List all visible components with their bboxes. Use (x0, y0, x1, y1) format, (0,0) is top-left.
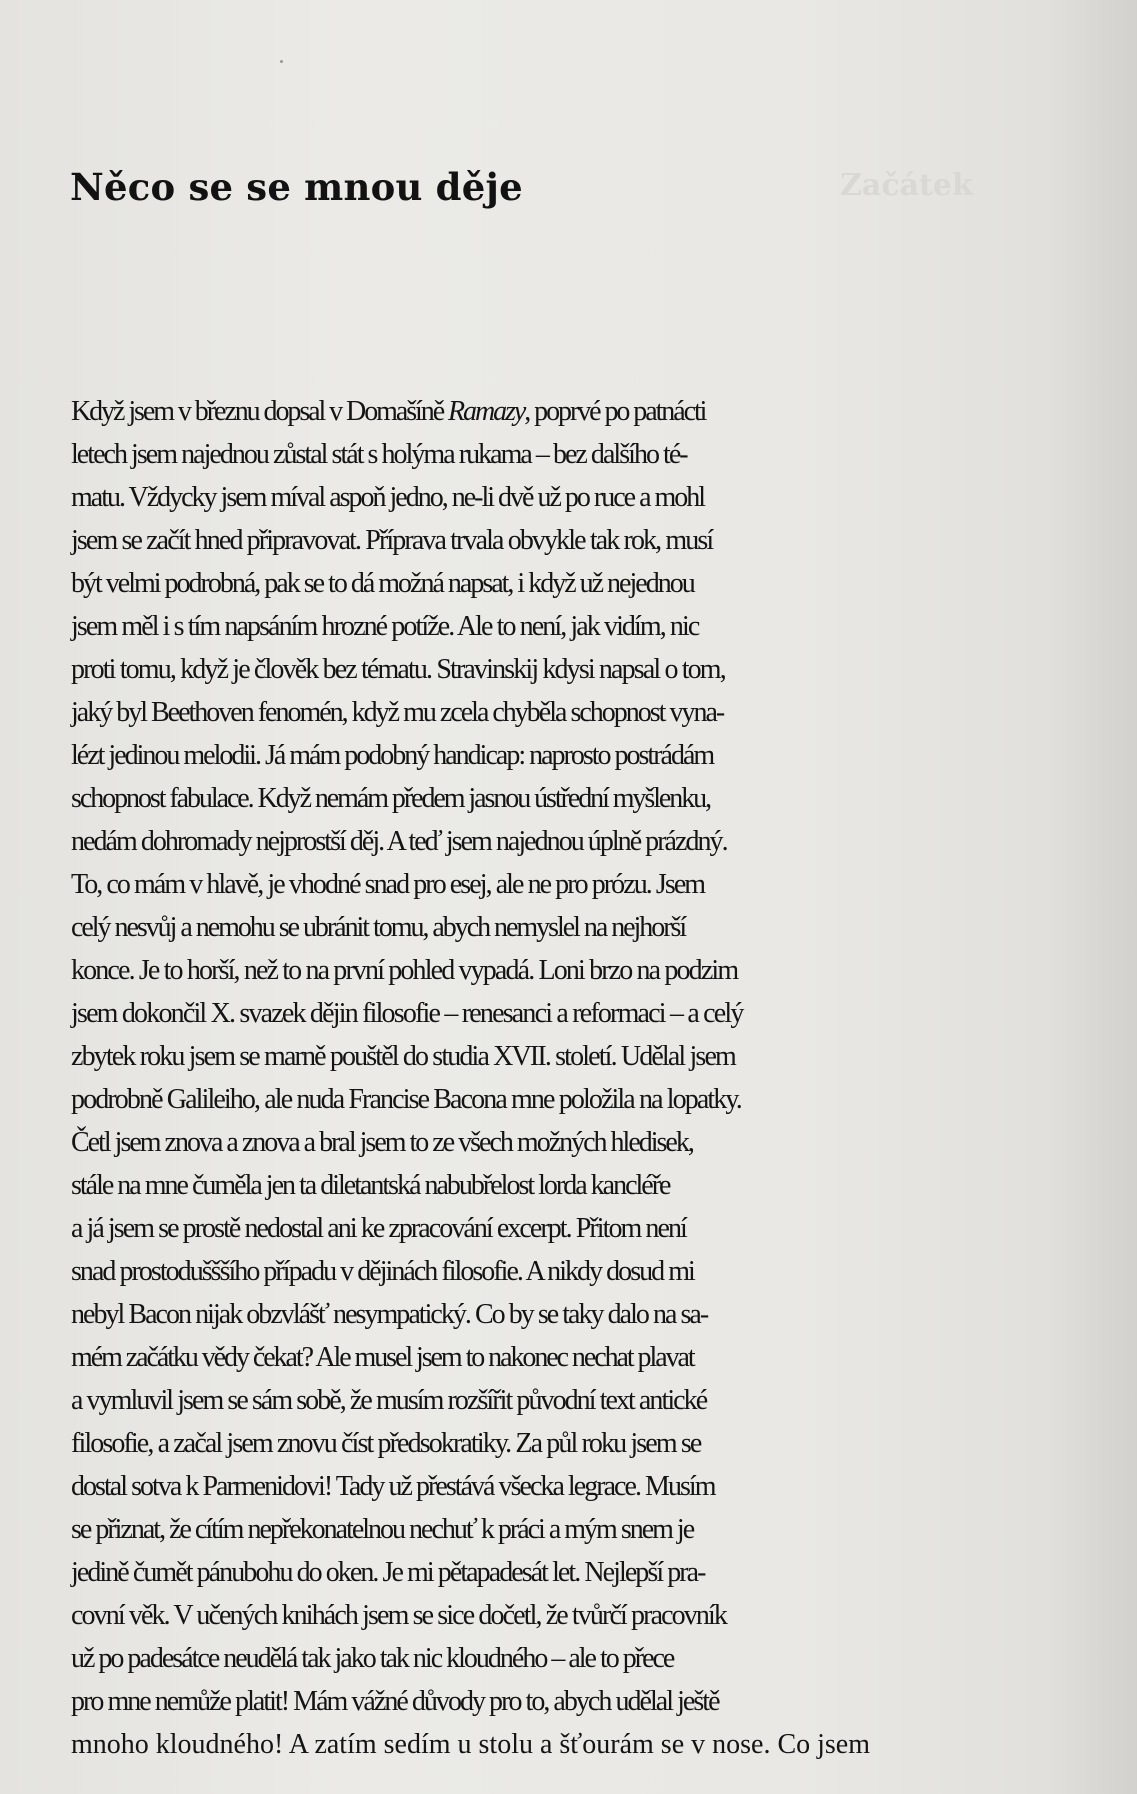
text-line (71, 1164, 1031, 1207)
text-line (71, 476, 1031, 519)
text-line (71, 949, 1031, 992)
book-title-italic: Ramazy (448, 396, 525, 427)
text-line (71, 992, 1031, 1035)
text-line-content: schopnost fabulace. Když nemám předem jasnou ústřední myšlenku, (71, 783, 711, 814)
text-line-content: proti tomu, když je člověk bez tématu. Stravinskij kdysi napsal o tom, (71, 654, 725, 685)
text-line-content: letech jsem najednou zůstal stát s holýma rukama – bez dalšího té- (71, 439, 687, 470)
text-line (71, 1121, 1031, 1164)
text-line-content: nebyl Bacon nijak obzvlášť nesympatický. Co by se taky dalo na sa- (71, 1299, 708, 1330)
text-line-content: mém začátku vědy čekat? Ale musel jsem to nakonec nechat plavat (71, 1342, 694, 1373)
text-line-content: konce. Je to horší, než to na první pohled vypadá. Loni brzo na podzim (71, 955, 738, 986)
text-line-content: nedám dohromady nejprostší děj. A teď jsem najednou úplně prázdný. (71, 826, 727, 857)
text-line-content: lézt jedinou melodii. Já mám podobný handicap: naprosto postrádám (71, 740, 714, 771)
text-line-content: jsem měl i s tím napsáním hrozné potíže. Ale to není, jak vidím, nic (71, 611, 699, 642)
text-line (71, 1594, 1031, 1637)
text-line (71, 1680, 1031, 1723)
text-line-content: snad prostodušššího případu v dějinách filosofie. A nikdy dosud mi (71, 1256, 694, 1287)
text-line (71, 562, 1031, 605)
text-line-content: jedině čumět pánubohu do oken. Je mi pětapadesát let. Nejlepší pra- (71, 1557, 705, 1588)
text-line-content: jsem dokončil X. svazek dějin filosofie – renesanci a reformaci – a celý (71, 998, 743, 1029)
chapter-title: Něco se se mnou děje (70, 165, 523, 209)
text-line (71, 519, 1031, 562)
text-line (71, 1422, 1031, 1465)
text-line-content: dostal sotva k Parmenidovi! Tady už přestává všecka legrace. Musím (71, 1471, 715, 1502)
text-line (71, 906, 1031, 949)
text-line-content: se přiznat, že cítím nepřekonatelnou nechuť k práci a mým snem je (71, 1514, 694, 1545)
text-line-content: , poprvé po patnácti (524, 396, 706, 427)
text-line (71, 777, 1031, 820)
text-line (71, 1207, 1031, 1250)
text-line (71, 1293, 1031, 1336)
text-line-content: podrobně Galileiho, ale nuda Francise Bacona mne položila na lopatky. (71, 1084, 741, 1115)
text-line (71, 1637, 1031, 1680)
text-line (71, 734, 1031, 777)
text-line (71, 820, 1031, 863)
text-line (71, 1336, 1031, 1379)
text-line (71, 605, 1031, 648)
text-line (71, 648, 1031, 691)
text-line-content: To, co mám v hlavě, je vhodné snad pro esej, ale ne pro prózu. Jsem (71, 869, 705, 900)
text-line (71, 1078, 1031, 1121)
text-line-content: Četl jsem znova a znova a bral jsem to ze všech možných hledisek, (71, 1127, 693, 1158)
bleed-through-text: Začátek (840, 168, 973, 203)
text-line-content: a vymluvil jsem se sám sobě, že musím rozšířit původní text antické (71, 1385, 707, 1416)
text-line-content: jsem se začít hned připravovat. Příprava trvala obvykle tak rok, musí (71, 525, 713, 556)
text-line (71, 1465, 1031, 1508)
text-line-content: Když jsem v březnu dopsal v Domašíně (71, 396, 448, 427)
text-line (71, 390, 1031, 433)
text-line (71, 433, 1031, 476)
text-line-content: zbytek roku jsem se marně pouštěl do studia XVII. století. Udělal jsem (71, 1041, 735, 1072)
text-line-content: už po padesátce neudělá tak jako tak nic kloudného – ale to přece (71, 1643, 674, 1674)
body-text (71, 390, 1031, 1766)
text-line (71, 1551, 1031, 1594)
text-line (71, 1250, 1031, 1293)
text-line-content: filosofie, a začal jsem znovu číst předsokratiky. Za půl roku jsem se (71, 1428, 701, 1459)
text-line (71, 1723, 1031, 1766)
text-line (71, 691, 1031, 734)
text-line-content: celý nesvůj a nemohu se ubránit tomu, abych nemyslel na nejhorší (71, 912, 686, 943)
text-line-content: jaký byl Beethoven fenomén, když mu zcela chyběla schopnost vyna- (71, 697, 724, 728)
text-line (71, 1035, 1031, 1078)
paper-speck (280, 60, 283, 63)
text-line (71, 1379, 1031, 1422)
text-line-content: stále na mne čuměla jen ta diletantská nabubřelost lorda kancléře (71, 1170, 670, 1201)
text-line-content: covní věk. V učených knihách jsem se sice dočetl, že tvůrčí pracovník (71, 1600, 727, 1631)
text-line-content: a já jsem se prostě nedostal ani ke zpracování excerpt. Přitom není (71, 1213, 686, 1244)
text-line-content: mnoho kloudného! A zatím sedím u stolu a šťourám se v nose. Co jsem (71, 1729, 870, 1760)
text-line-content: být velmi podrobná, pak se to dá možná napsat, i když už nejednou (71, 568, 694, 599)
text-line (71, 863, 1031, 906)
text-line-content: matu. Vždycky jsem míval aspoň jedno, ne-li dvě už po ruce a mohl (71, 482, 705, 513)
text-line-content: pro mne nemůže platit! Mám vážné důvody pro to, abych udělal ještě (71, 1686, 719, 1717)
text-line (71, 1508, 1031, 1551)
